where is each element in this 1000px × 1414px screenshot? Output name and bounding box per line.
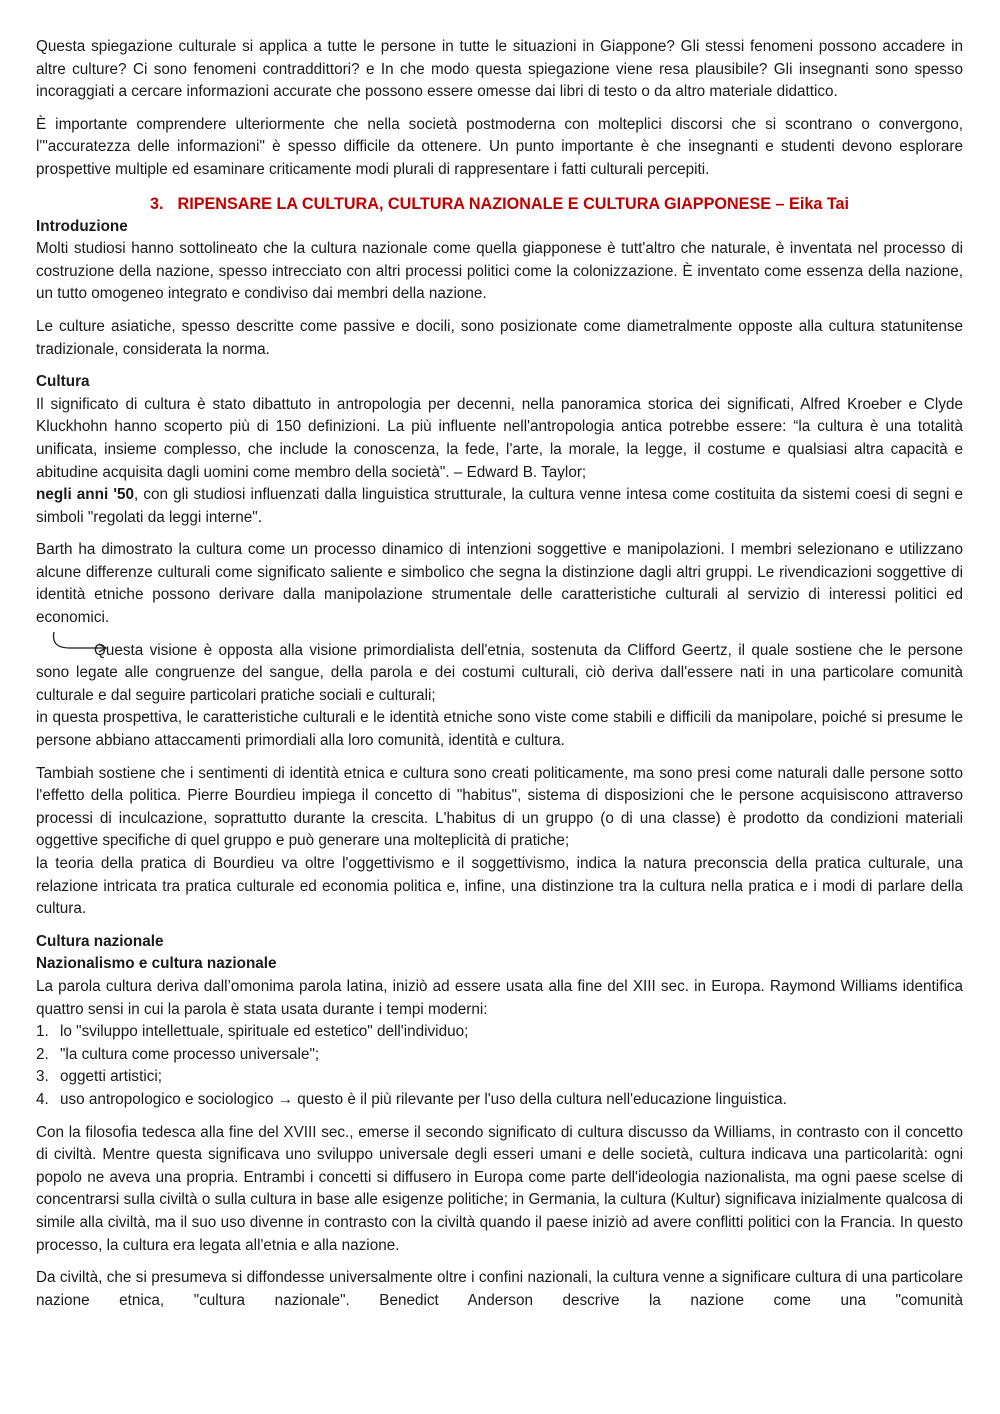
paragraph: La parola cultura deriva dall’omonima parola latina, iniziò ad essere usata alla fine del XIII sec. in Europa. Raymond Williams identifica quattro sensi in cui la parola è stata usata durante i tempi moderni:: [36, 977, 963, 1018]
list-item: [36, 1066, 963, 1089]
section-number: 3.: [149, 194, 164, 213]
paragraph: Il significato di cultura è stato dibattuto in antropologia per decenni, nella panoramica storica dei significati, Alfred Kroeber e Clyde Kluckhohn hanno scoperto più di 150 definizioni. La più influente nell'antropologia antica potrebbe essere: “la cultura è una totalità unificata, insieme complesso, che include la conoscenza, la fede, l'arte, la morale, la legge, il costume e qualsiasi altra capacità e abitudine acquisita dagli uomini come membro della società". – Edward B. Taylor;: [36, 395, 963, 481]
list-item-text: [60, 1089, 787, 1112]
subheading-nazionalismo: Nazionalismo e cultura nazionale: [36, 955, 277, 973]
paragraph: Molti studiosi hanno sottolineato che la cultura nazionale come quella giapponese è tutt'altro che naturale, è inventata nel processo di costruzione della nazione, spesso intrecciato con altri processi politici come la colonizzazione. È inventato come essenza della nazione, un tutto omogeneo integrato e condiviso dai membri della nazione.: [36, 240, 963, 303]
paragraph: Questa spiegazione culturale si applica a tutte le persone in tutte le situazioni in Giappone? Gli stessi fenomeni possono accadere in altre culture? Ci sono fenomeni contraddittori? e In che modo questa spiegazione viene resa plausibile? Gli insegnanti sono spesso incoraggiati a cercare informazioni accurate che possono essere omesse dai libri di testo o da altro materiale didattico.: [36, 38, 963, 101]
paragraph-text: , con gli studiosi influenzati dalla linguistica strutturale, la cultura venne intesa come costituita da sistemi coesi di segni e simboli "regolati da leggi interne".: [36, 486, 964, 526]
paragraph: Barth ha dimostrato la cultura come un processo dinamico di intenzioni soggettive e manipolazioni. I membri selezionano e utilizzano alcune differenze culturali come significato saliente e simbolico che segna la distinzione dagli altri gruppi. Le rivendicazioni soggettive di identità etniche possono derivare dalla manipolazione strumentale delle caratteristiche culturali al servizio di interessi politici ed economici.: [36, 541, 963, 627]
section-heading: [36, 192, 963, 216]
paragraph: [36, 484, 963, 529]
paragraph: in questa prospettiva, le caratteristiche culturali e le identità etniche sono viste come stabili e difficili da manipolare, poiché si presume le persone abbiano attaccamenti primordiali alla loro comunità, identità e cultura.: [36, 709, 963, 750]
list-item-text-part: uso antropologico e sociologico: [60, 1090, 274, 1108]
list-number: 1.: [36, 1023, 49, 1041]
list-item: [36, 1089, 963, 1112]
subheading-cultura-nazionale: Cultura nazionale: [36, 932, 164, 950]
bold-text: negli anni '50: [36, 486, 134, 504]
list-item-text: lo "sviluppo intellettuale, spirituale ed estetico" dell'individuo;: [60, 1023, 469, 1041]
paragraph: Le culture asiatiche, spesso descritte come passive e docili, sono posizionate come diametralmente opposte alla cultura statunitense tradizionale, considerata la norma.: [36, 317, 963, 358]
list-item-text: "la cultura come processo universale";: [60, 1045, 320, 1063]
subheading-cultura: Cultura: [36, 373, 90, 391]
list-number: 3.: [36, 1068, 49, 1086]
list-item: [36, 1044, 963, 1067]
list-item-text: oggetti artistici;: [60, 1068, 163, 1086]
paragraph-text: Questa visione è opposta alla visione primordialista dell'etnia, sostenuta da Clifford Geertz, il quale sostiene che le persone sono legate alle congruenze del sangue, della parola e dei costumi culturali, ciò deriva dall'essere nati in una particolare comunità culturale e dal seguire particolari pratiche sociali e culturali;: [36, 641, 963, 704]
section-title: RIPENSARE LA CULTURA, CULTURA NAZIONALE E CULTURA GIAPPONESE – Eika Tai: [177, 194, 850, 213]
list-number: 4.: [36, 1090, 49, 1108]
paragraph: Da civiltà, che si presumeva si diffondesse universalmente oltre i confini nazionali, la cultura venne a significare cultura di una particolare nazione etnica, "cultura nazionale". Benedict Anderson descrive la nazione come una "comunità: [36, 1269, 963, 1309]
paragraph-with-arrow: [36, 640, 963, 708]
list-number: 2.: [36, 1045, 49, 1063]
paragraph: Tambiah sostiene che i sentimenti di identità etnica e cultura sono creati politicamente, ma sono presi come naturali dalle persone sotto l'effetto della politica. Pierre Bourdieu impiega il concetto di "habitus", sistema di disposizioni che le persone acquisiscono attraverso processi di inculcazione, soprattutto durante la crescita. L'habitus di un gruppo (o di una classe) è prodotto da condizioni materiali oggettive specifiche di quel gruppo e può generare una molteplicità di pratiche;: [36, 764, 963, 850]
document-page: [36, 36, 963, 1322]
paragraph: Con la filosofia tedesca alla fine del XVIII sec., emerse il secondo significato di cultura discusso da Williams, in contrasto con il concetto di civiltà. Mentre questa significava uno sviluppo universale degli esseri umani e delle società, cultura indicava una particolarità: ogni popolo ne aveva una propria. Entrambi i concetti si diffusero in Europa come parte dell'ideologia nazionalista, ma ogni paese scelse di concentrarsi sulla civiltà o sulla cultura in base alle esigenze politiche; in Germania, la cultura (Kultur) significava inizialmente qualcosa di simile alla civiltà, ma il suo uso divenne in contrasto con la civiltà quando il paese iniziò ad avere conflitti politici con la Francia. In questo processo, la cultura era legata all'etnia e alla nazione.: [36, 1123, 963, 1254]
list-item-text-part: questo è il più rilevante per l'uso della cultura nell'educazione linguistica.: [297, 1090, 787, 1108]
subheading-introduzione: Introduzione: [36, 217, 128, 235]
paragraph: la teoria della pratica di Bourdieu va oltre l'oggettivismo e il soggettivismo, indica la natura preconscia della pratica culturale, una relazione intricata tra pratica culturale ed economia politica e, infine, una distinzione tra la cultura nella pratica e i modi di parlare della cultura.: [36, 855, 963, 918]
numbered-list: [36, 1021, 963, 1111]
right-arrow-icon: →: [277, 1090, 293, 1108]
paragraph: È importante comprendere ulteriormente che nella società postmoderna con molteplici discorsi che si scontrano o convergono, l'"accuratezza delle informazioni" è spesso difficile da ottenere. Un punto importante è che insegnanti e studenti devono esplorare prospettive multiple ed esaminare criticamente modi plurali di rappresentare i fatti culturali percepiti.: [36, 115, 963, 178]
list-item: [36, 1021, 963, 1044]
curved-arrow-icon: [50, 630, 114, 656]
